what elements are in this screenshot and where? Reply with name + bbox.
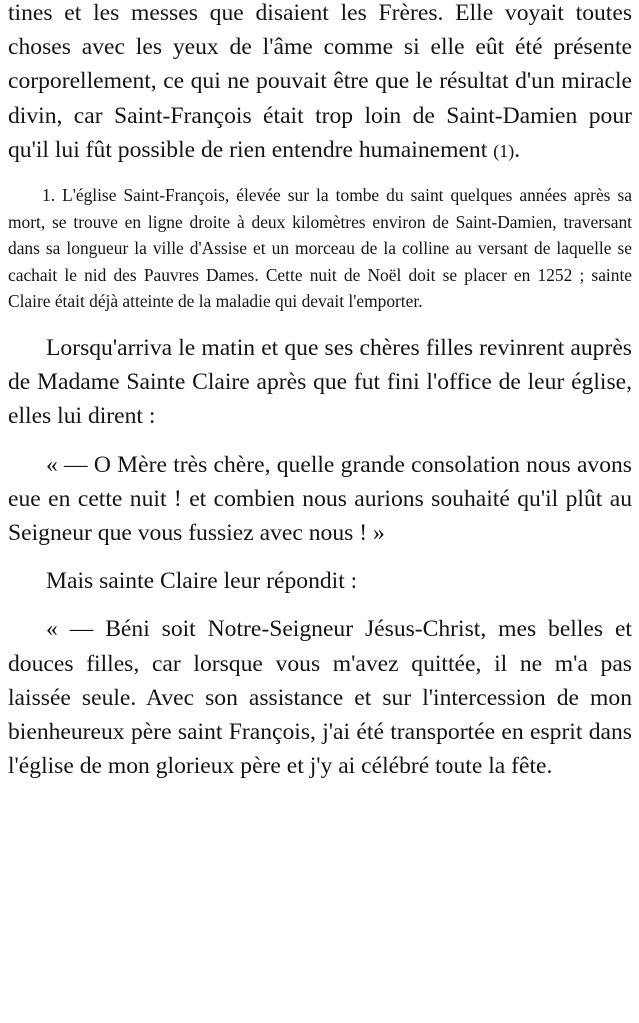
footnote: 1. L'église Saint-François, élevée sur la tombe du saint quelques années après sa mort, se trouve en ligne droite à deux kilomètres environ de Saint-Damien, traversant dans sa longueur la ville d'Assise et un morceau de la colline au versant de laquelle se cachait le nid des Pauvres Dames. Cette nuit de Noël doit se placer en 1252 ; sainte Claire était déjà atteinte de la maladie qui devait l'emporter.: [8, 185, 632, 312]
continuation-paragraph: [8, 0, 632, 168]
paragraph-sisters-speech: « — O Mère très chère, quelle grande consolation nous avons eue en cette nuit ! et combien nous aurions souhaité qu'il plût au Seigneur que vous fussiez avec nous ! »: [8, 451, 632, 546]
continuation-end: .: [514, 136, 521, 163]
paragraph-claire-speech: « — Béni soit Notre-Seigneur Jésus-Christ, mes belles et douces filles, car lorsque vous m'avez quittée, il ne m'a pas laissée seule. Avec son assistance et sur l'intercession de mon bienheureux père saint François, j'ai été transportée en esprit dans l'église de mon glorieux père et j'y ai célébré toute la fête.: [8, 616, 632, 780]
paragraph-claire-replies: Mais sainte Claire leur répondit :: [46, 568, 358, 595]
book-page: [8, 0, 632, 783]
footnote-reference: (1): [493, 140, 515, 161]
continuation-text: tines et les messes que disaient les Frères. Elle voyait toutes choses avec les yeux de l'âme comme si elle eût été présente corporellement, ce qui ne pouvait être que le résultat d'un miracle divin, car Saint-François était trop loin de Saint-Damien pour qu'il lui fût possible de rien entendre humainement: [8, 0, 632, 163]
paragraph-morning: Lorsqu'arriva le matin et que ses chères filles revinrent auprès de Madame Sainte Claire après que fut fini l'office de leur église, elles lui dirent :: [8, 334, 632, 430]
